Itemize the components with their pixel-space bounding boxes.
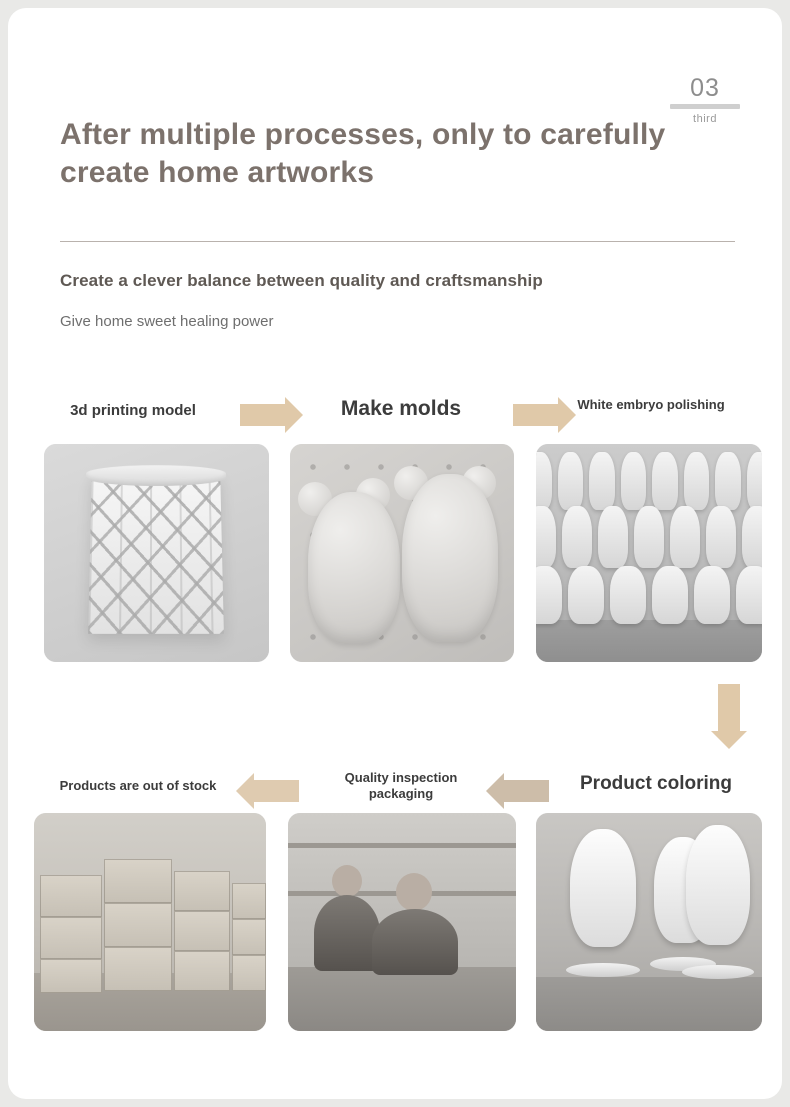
- arrow-left-icon-1: [503, 780, 549, 802]
- step-label-3d-printing-model: 3d printing model: [70, 402, 196, 419]
- photo-make-molds: [290, 444, 514, 662]
- subheading: Create a clever balance between quality and craftsmanship: [60, 271, 543, 290]
- photo-out-of-stock: [34, 813, 266, 1031]
- photo-product-coloring: [536, 813, 762, 1031]
- arrow-right-icon-1: [240, 404, 286, 426]
- step-label-make-molds: Make molds: [340, 397, 462, 420]
- step-label-product-coloring: Product coloring: [580, 773, 732, 794]
- photo-quality-inspection-packaging: [288, 813, 516, 1031]
- sub-description: Give home sweet healing power: [60, 313, 274, 330]
- photo-3d-printing-model: [44, 444, 269, 662]
- step-label-out-of-stock: Products are out of stock: [59, 778, 217, 793]
- arrow-down-icon: [718, 684, 740, 732]
- section-number-sublabel: third: [693, 113, 717, 125]
- section-number-rule: [670, 104, 740, 109]
- step-label-white-embryo-polishing: White embryo polishing: [577, 397, 725, 412]
- page-title: After multiple processes, only to carefully create home artworks: [60, 118, 666, 189]
- photo-white-embryo-polishing: [536, 444, 762, 662]
- step-label-quality-inspection: Quality inspection packaging: [344, 770, 458, 801]
- title-divider: [60, 241, 735, 242]
- arrow-right-icon-2: [513, 404, 559, 426]
- content-card: [8, 8, 782, 1099]
- arrow-left-icon-2: [253, 780, 299, 802]
- section-number: 03: [690, 74, 720, 102]
